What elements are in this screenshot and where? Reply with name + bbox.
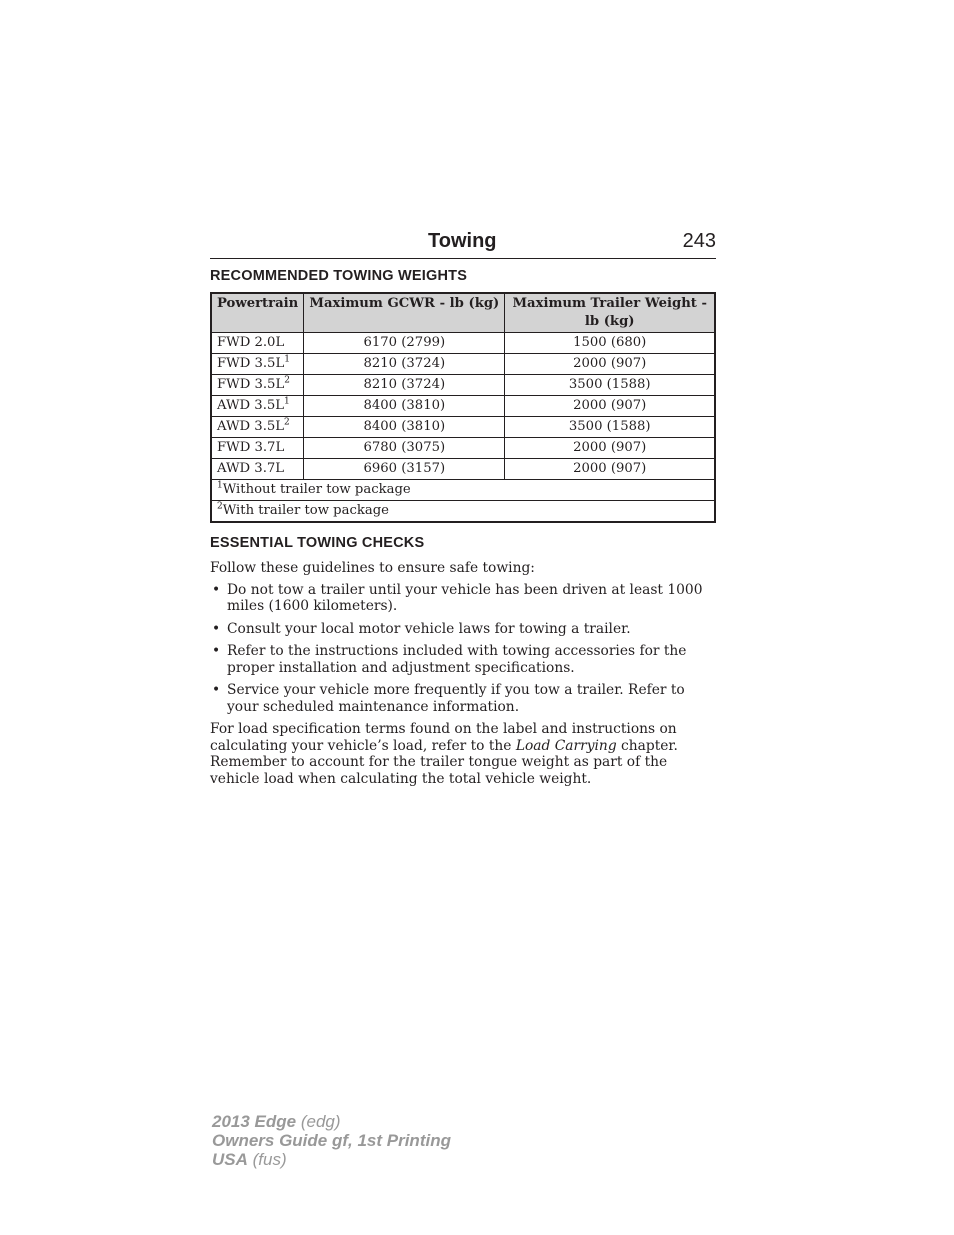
footer-region-code: (fus) <box>252 1150 287 1169</box>
list-item <box>210 682 716 715</box>
list-item-text: Refer to the instructions included with towing accessories for the proper installation and adjustment specifications. <box>227 643 687 676</box>
footer-region-line <box>212 1150 451 1169</box>
table-row <box>211 459 715 480</box>
table-header-row <box>211 293 715 333</box>
footnote-marker: 1 <box>284 396 290 407</box>
cell-trailer-weight: 2000 (907) <box>505 354 715 375</box>
cell-powertrain <box>211 396 304 417</box>
section-heading-recommended-weights: RECOMMENDED TOWING WEIGHTS <box>210 268 468 284</box>
towing-checks-body <box>210 560 716 787</box>
table-row <box>211 417 715 438</box>
powertrain-label: FWD 3.7L <box>217 440 285 455</box>
intro-paragraph: Follow these guidelines to ensure safe towing: <box>210 560 535 576</box>
manual-page <box>210 226 716 787</box>
powertrain-label: AWD 3.7L <box>217 461 285 476</box>
list-item <box>210 621 716 638</box>
table-body <box>211 333 715 523</box>
column-header-gcwr: Maximum GCWR - lb (kg) <box>304 293 505 333</box>
cell-gcwr: 6960 (3157) <box>304 459 505 480</box>
table-row <box>211 375 715 396</box>
page-footer <box>212 1112 451 1169</box>
footnote-cell <box>211 501 715 523</box>
footnote-marker: 1 <box>217 480 223 491</box>
table-row <box>211 333 715 354</box>
cell-powertrain <box>211 354 304 375</box>
cell-gcwr: 8210 (3724) <box>304 375 505 396</box>
chapter-title: Towing <box>428 230 497 252</box>
cell-powertrain <box>211 333 304 354</box>
page-number: 243 <box>682 230 716 252</box>
chapter-reference-link: Load Carrying <box>515 737 617 754</box>
footnote-marker: 1 <box>284 354 290 365</box>
footer-region: USA <box>212 1150 248 1169</box>
footer-model-code: (edg) <box>300 1112 341 1131</box>
footnote-text: Without trailer tow package <box>222 482 411 497</box>
powertrain-label: AWD 3.5L <box>217 419 285 434</box>
page-header <box>210 226 716 259</box>
powertrain-label: FWD 3.5L <box>217 377 285 392</box>
bullet-icon: • <box>212 620 221 637</box>
towing-weights-table <box>210 292 716 523</box>
footer-guide-line <box>212 1131 451 1150</box>
column-header-trailer-weight: Maximum Trailer Weight - lb (kg) <box>505 293 715 333</box>
closing-text-end: chapter. Remember to account for the trailer tongue weight as part of the vehicle load when calculating the total vehicle weight. <box>210 737 678 787</box>
bullet-icon: • <box>212 682 221 698</box>
powertrain-label: AWD 3.5L <box>217 398 285 413</box>
table-row <box>211 396 715 417</box>
table-footnote-row <box>211 480 715 501</box>
table-row <box>211 354 715 375</box>
footnote-marker: 2 <box>284 417 290 428</box>
powertrain-label: FWD 3.5L <box>217 356 285 371</box>
powertrain-label: FWD 2.0L <box>217 335 285 350</box>
cell-trailer-weight: 2000 (907) <box>505 459 715 480</box>
cell-trailer-weight: 1500 (680) <box>505 333 715 354</box>
cell-gcwr: 6780 (3075) <box>304 438 505 459</box>
footer-model-line <box>212 1112 451 1131</box>
bullet-icon: • <box>212 643 221 659</box>
footer-guide: Owners Guide gf, 1st Printing <box>212 1131 451 1150</box>
footnote-cell <box>211 480 715 501</box>
closing-text-start: For load specification terms found on the label and instructions on calculating your vehicle’s load, refer to the <box>210 721 677 754</box>
footnote-marker: 2 <box>284 375 290 386</box>
table-footnote-row <box>211 501 715 523</box>
cell-powertrain <box>211 375 304 396</box>
cell-gcwr: 6170 (2799) <box>304 333 505 354</box>
cell-trailer-weight: 3500 (1588) <box>505 375 715 396</box>
cell-trailer-weight: 2000 (907) <box>505 438 715 459</box>
bullet-icon: • <box>212 581 221 598</box>
cell-gcwr: 8210 (3724) <box>304 354 505 375</box>
cell-gcwr: 8400 (3810) <box>304 417 505 438</box>
list-item-text: Do not tow a trailer until your vehicle has been driven at least 1000 miles (1600 kilometers). <box>227 581 703 614</box>
closing-paragraph <box>210 721 716 787</box>
cell-powertrain <box>211 417 304 438</box>
footnote-marker: 2 <box>217 501 223 512</box>
column-header-powertrain: Powertrain <box>211 293 304 333</box>
cell-trailer-weight: 3500 (1588) <box>505 417 715 438</box>
cell-powertrain <box>211 438 304 459</box>
list-item <box>210 582 716 615</box>
table-row <box>211 438 715 459</box>
list-item <box>210 643 716 676</box>
guidelines-list <box>210 582 716 716</box>
footnote-text: With trailer tow package <box>222 503 389 518</box>
footer-model: 2013 Edge <box>212 1112 297 1131</box>
list-item-text: Consult your local motor vehicle laws for towing a trailer. <box>227 620 631 637</box>
list-item-text: Service your vehicle more frequently if you tow a trailer. Refer to your scheduled maintenance information. <box>227 682 685 715</box>
cell-gcwr: 8400 (3810) <box>304 396 505 417</box>
cell-powertrain <box>211 459 304 480</box>
cell-trailer-weight: 2000 (907) <box>505 396 715 417</box>
section-heading-towing-checks: ESSENTIAL TOWING CHECKS <box>210 535 425 551</box>
